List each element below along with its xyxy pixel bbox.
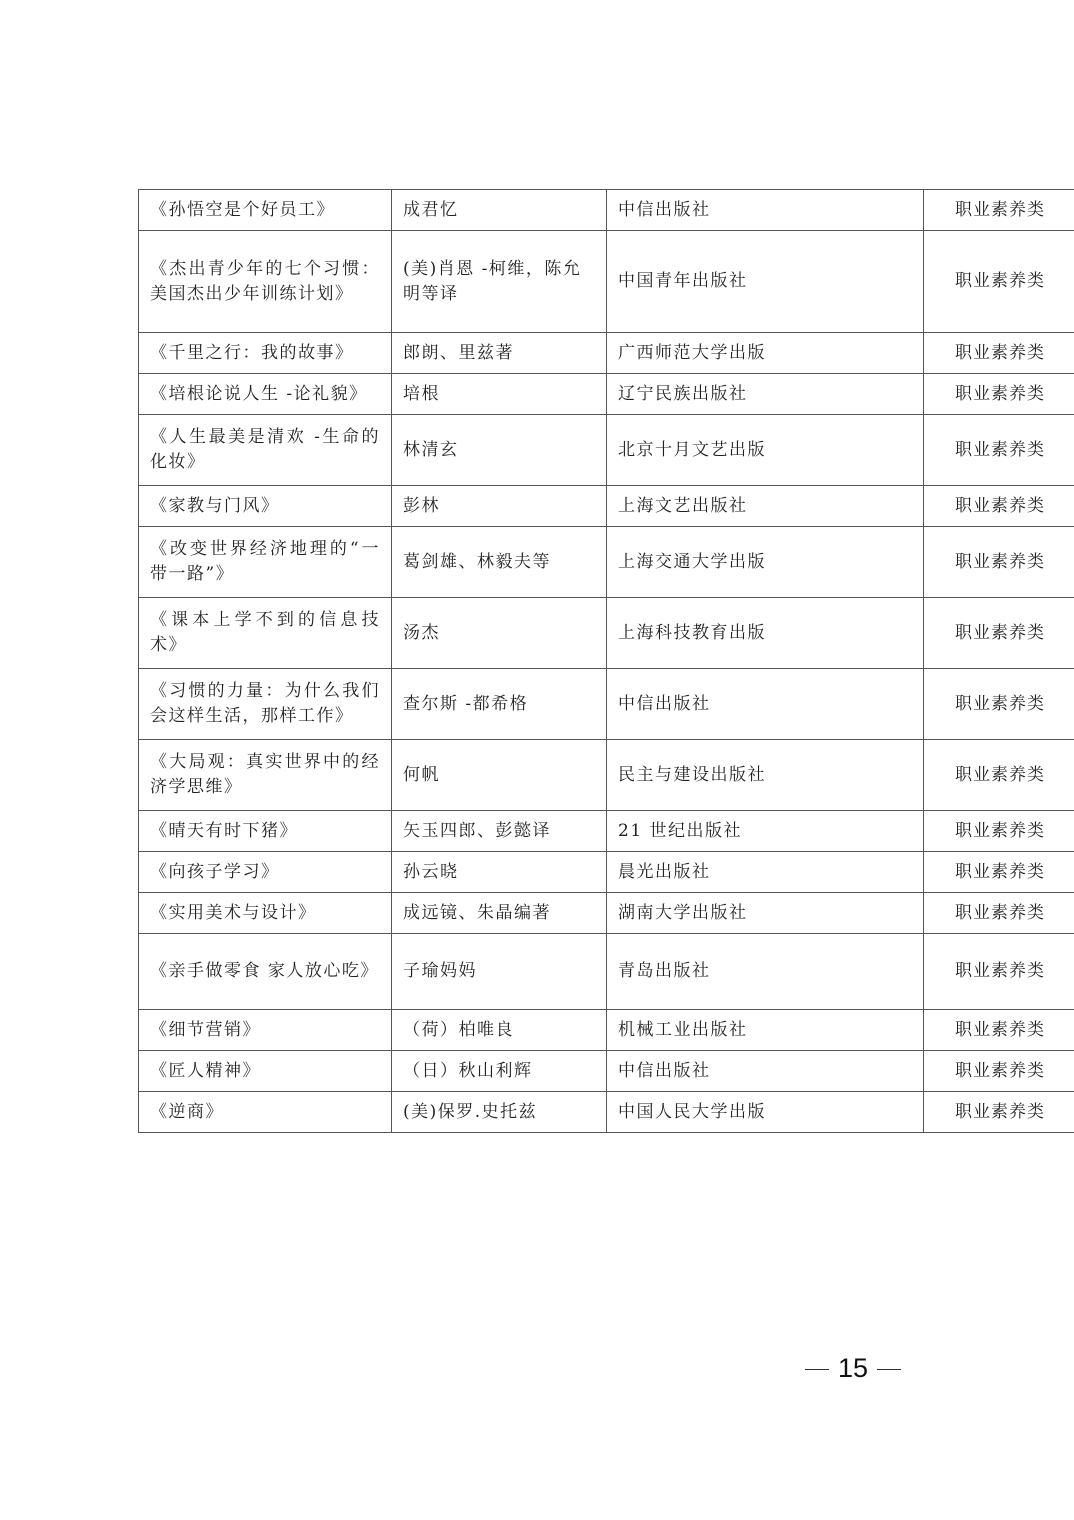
book-author-cell: 葛剑雄、林毅夫等 xyxy=(392,527,607,598)
book-publisher-cell: 晨光出版社 xyxy=(607,852,924,893)
book-title-cell: 《细节营销》 xyxy=(139,1010,392,1051)
book-author-cell: 培根 xyxy=(392,374,607,415)
table-row xyxy=(139,934,1074,1010)
book-author-cell: 林清玄 xyxy=(392,415,607,486)
book-category-cell: 职业素养类 xyxy=(924,231,1074,333)
table-row xyxy=(139,333,1074,374)
book-category-cell: 职业素养类 xyxy=(924,486,1074,527)
book-category-cell: 职业素养类 xyxy=(924,1010,1074,1051)
book-category-cell: 职业素养类 xyxy=(924,811,1074,852)
table-row xyxy=(139,374,1074,415)
book-publisher-cell: 中国人民大学出版 xyxy=(607,1092,924,1133)
book-author-cell: 成远镜、朱晶编著 xyxy=(392,893,607,934)
table-row xyxy=(139,893,1074,934)
book-title-cell: 《人生最美是清欢 -生命的化妆》 xyxy=(139,415,392,486)
book-title-cell: 《孙悟空是个好员工》 xyxy=(139,190,392,231)
book-publisher-cell: 上海文艺出版社 xyxy=(607,486,924,527)
book-title-cell: 《培根论说人生 -论礼貌》 xyxy=(139,374,392,415)
book-publisher-cell: 上海科技教育出版 xyxy=(607,598,924,669)
book-title-cell: 《晴天有时下猪》 xyxy=(139,811,392,852)
table-row xyxy=(139,740,1074,811)
book-author-cell: 子瑜妈妈 xyxy=(392,934,607,1010)
book-title-cell: 《亲手做零食 家人放心吃》 xyxy=(139,934,392,1010)
book-publisher-cell: 湖南大学出版社 xyxy=(607,893,924,934)
book-author-cell: （日）秋山利辉 xyxy=(392,1051,607,1092)
book-title-cell: 《杰出青少年的七个习惯：美国杰出少年训练计划》 xyxy=(139,231,392,333)
page-number xyxy=(796,1350,906,1386)
book-publisher-cell: 21 世纪出版社 xyxy=(607,811,924,852)
table-row xyxy=(139,415,1074,486)
book-title-cell: 《逆商》 xyxy=(139,1092,392,1133)
book-title-cell: 《家教与门风》 xyxy=(139,486,392,527)
book-title-cell: 《改变世界经济地理的“一带一路”》 xyxy=(139,527,392,598)
book-title-cell: 《课本上学不到的信息技术》 xyxy=(139,598,392,669)
book-title-cell: 《实用美术与设计》 xyxy=(139,893,392,934)
table-row xyxy=(139,1010,1074,1051)
book-publisher-cell: 中信出版社 xyxy=(607,190,924,231)
book-title-cell: 《大局观：真实世界中的经济学思维》 xyxy=(139,740,392,811)
page-number-left-dash xyxy=(805,1369,829,1370)
book-title-cell: 《向孩子学习》 xyxy=(139,852,392,893)
page-number-value: 15 xyxy=(838,1353,869,1383)
book-author-cell: 矢玉四郎、彭懿译 xyxy=(392,811,607,852)
book-publisher-cell: 辽宁民族出版社 xyxy=(607,374,924,415)
table-row xyxy=(139,852,1074,893)
book-category-cell: 职业素养类 xyxy=(924,415,1074,486)
book-author-cell: 孙云晓 xyxy=(392,852,607,893)
book-author-cell: 汤杰 xyxy=(392,598,607,669)
book-publisher-cell: 北京十月文艺出版 xyxy=(607,415,924,486)
table-row xyxy=(139,811,1074,852)
table-row xyxy=(139,669,1074,740)
book-publisher-cell: 机械工业出版社 xyxy=(607,1010,924,1051)
book-category-cell: 职业素养类 xyxy=(924,598,1074,669)
book-category-cell: 职业素养类 xyxy=(924,527,1074,598)
book-title-cell: 《匠人精神》 xyxy=(139,1051,392,1092)
book-publisher-cell: 中信出版社 xyxy=(607,669,924,740)
table-row xyxy=(139,486,1074,527)
book-author-cell: 成君忆 xyxy=(392,190,607,231)
book-author-cell: (美)肖恩 -柯维，陈允明等译 xyxy=(392,231,607,333)
book-publisher-cell: 民主与建设出版社 xyxy=(607,740,924,811)
book-category-cell: 职业素养类 xyxy=(924,852,1074,893)
book-author-cell: 何帆 xyxy=(392,740,607,811)
book-author-cell: 彭林 xyxy=(392,486,607,527)
book-author-cell: 查尔斯 -都希格 xyxy=(392,669,607,740)
table-row xyxy=(139,1051,1074,1092)
book-author-cell: (美)保罗.史托兹 xyxy=(392,1092,607,1133)
book-publisher-cell: 中信出版社 xyxy=(607,1051,924,1092)
book-category-cell: 职业素养类 xyxy=(924,333,1074,374)
book-category-cell: 职业素养类 xyxy=(924,190,1074,231)
table-row xyxy=(139,231,1074,333)
book-title-cell: 《千里之行：我的故事》 xyxy=(139,333,392,374)
book-author-cell: 郎朗、里兹著 xyxy=(392,333,607,374)
book-publisher-cell: 广西师范大学出版 xyxy=(607,333,924,374)
book-publisher-cell: 青岛出版社 xyxy=(607,934,924,1010)
book-category-cell: 职业素养类 xyxy=(924,1092,1074,1133)
table-row xyxy=(139,1092,1074,1133)
book-publisher-cell: 中国青年出版社 xyxy=(607,231,924,333)
table-row xyxy=(139,527,1074,598)
table-row xyxy=(139,598,1074,669)
book-title-cell: 《习惯的力量：为什么我们会这样生活，那样工作》 xyxy=(139,669,392,740)
book-category-cell: 职业素养类 xyxy=(924,374,1074,415)
page-number-right-dash xyxy=(877,1369,901,1370)
table-row xyxy=(139,190,1074,231)
book-category-cell: 职业素养类 xyxy=(924,893,1074,934)
book-category-cell: 职业素养类 xyxy=(924,1051,1074,1092)
book-category-cell: 职业素养类 xyxy=(924,934,1074,1010)
book-category-cell: 职业素养类 xyxy=(924,740,1074,811)
book-list-table xyxy=(138,189,1074,1133)
book-publisher-cell: 上海交通大学出版 xyxy=(607,527,924,598)
book-author-cell: （荷）柏唯良 xyxy=(392,1010,607,1051)
book-category-cell: 职业素养类 xyxy=(924,669,1074,740)
